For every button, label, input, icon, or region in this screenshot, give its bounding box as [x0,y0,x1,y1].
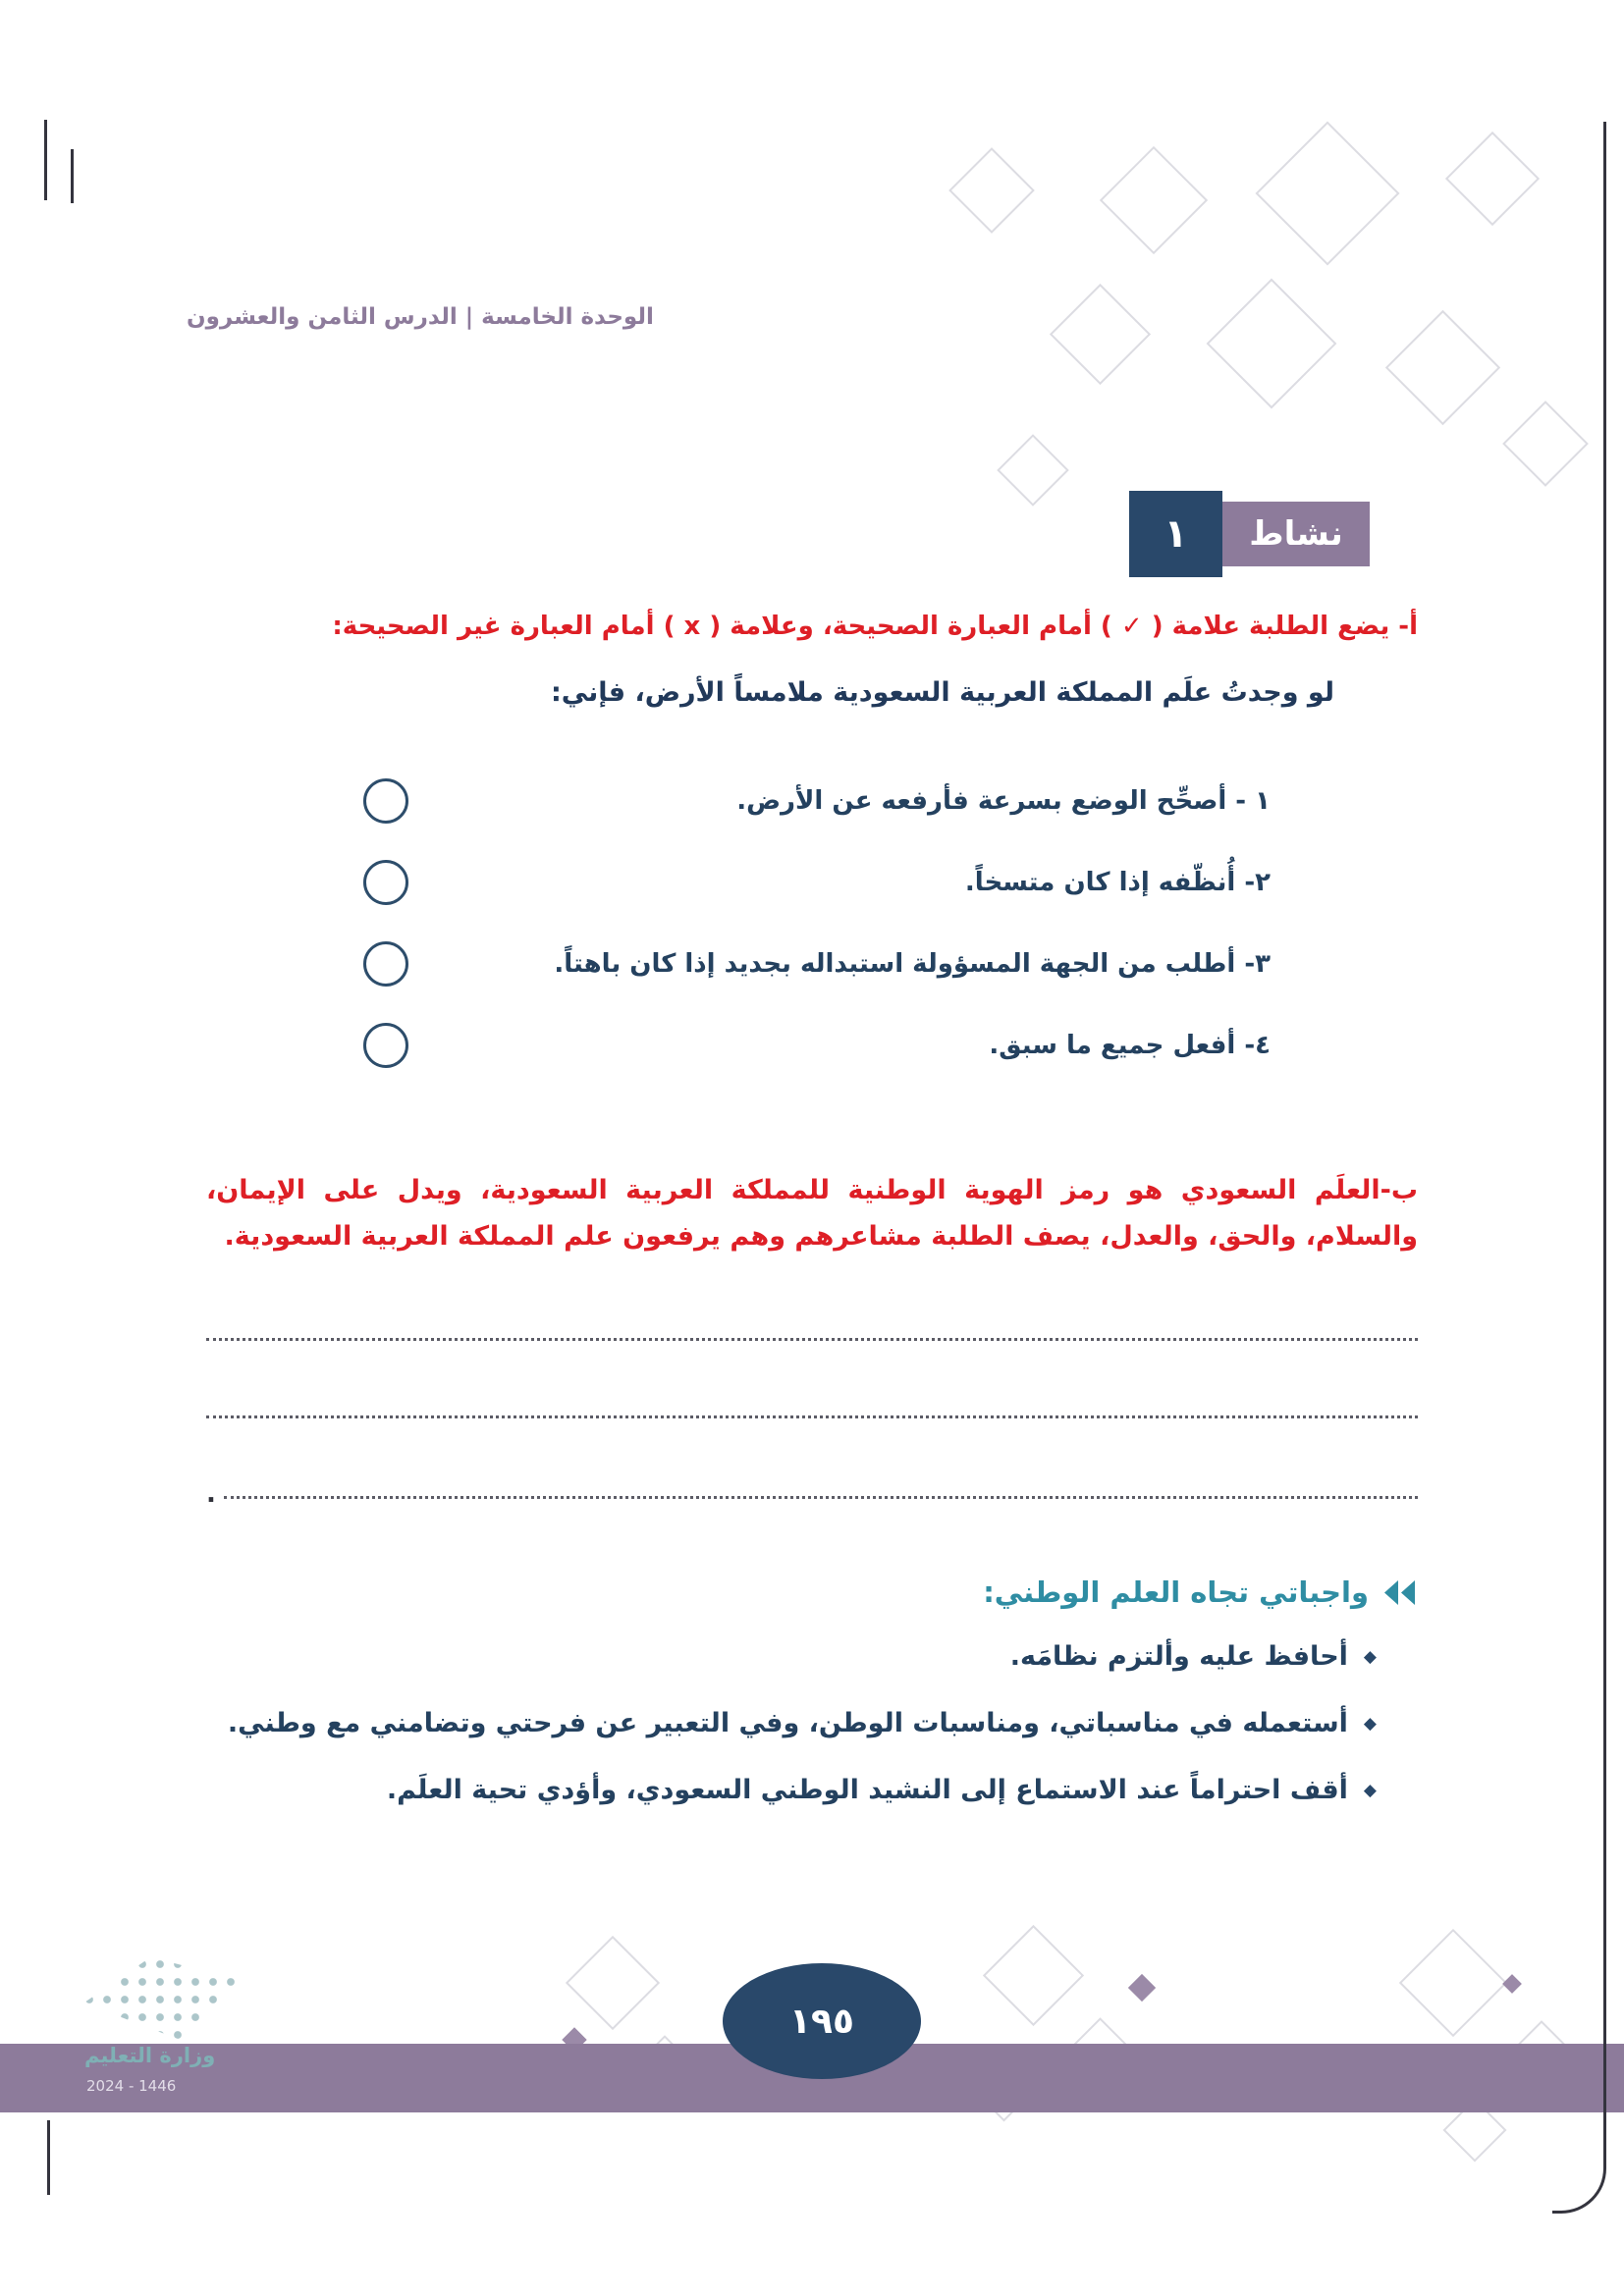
deco-diamond [1207,279,1337,409]
statement-text: ٤- أفعل جميع ما سبق. [989,1031,1271,1060]
section-b-text: ب-العلَم السعودي هو رمز الهوية الوطنية للمملكة العربية السعودية، ويدل على الإيمان، والسلام، والحق، والعدل، يصف الطلبة مشاعرهم وهم يرفعون علم المملكة العربية السعودية. [206,1175,1418,1252]
duty-text: أقف احتراماً عند الاستماع إلى النشيد الوطني السعودي، وأؤدي تحية العلَم. [386,1775,1348,1805]
page-frame-line [47,2120,50,2195]
deco-diamond [1255,121,1399,265]
deco-diamond [1050,284,1151,385]
activity-badge [1129,491,1370,577]
statement-row [206,770,1271,832]
unit-lesson-header: الوحدة الخامسة | الدرس الثامن والعشرون [187,304,654,330]
answer-circle[interactable] [363,1023,408,1068]
answer-line[interactable] [206,1479,1418,1509]
deco-diamond [1385,310,1500,425]
deco-diamond [1100,146,1208,254]
answer-line[interactable] [206,1334,1418,1341]
page-frame-line [1552,122,1606,2214]
statement-text: ١ - أصحِّح الوضع بسرعة فأرفعه عن الأرض. [736,786,1271,816]
deco-diamond [1399,1929,1507,2037]
activity-label: نشاط [1222,502,1370,566]
duty-text: أستعمله في مناسباتي، ومناسبات الوطن، وفي التعبير عن فرحتي وتضامني مع وطني. [227,1708,1348,1738]
deco-diamond [1445,132,1540,226]
page-frame-line [71,149,74,203]
statement-row [206,1014,1271,1077]
answer-line[interactable] [206,1412,1418,1418]
main-content [206,607,1418,1809]
section-a-heading: أ- يضع الطلبة علامة ( ✓ ) أمام العبارة الصحيحة، وعلامة ( x ) أمام العبارة غير الصحيحة: [332,612,1418,641]
statement-list [206,770,1271,1077]
statement-text: ٢- أُنظّفه إذا كان متسخاً. [964,868,1271,897]
deco-diamond [566,1936,660,2030]
page-number: ١٩٥ [789,2001,854,2042]
ministry-of-education-logo [81,1955,247,2042]
double-chevron-left-icon [1382,1579,1418,1606]
deco-diamond [1128,1974,1156,2002]
answer-circle[interactable] [363,778,408,824]
duty-item [206,1638,1377,1676]
statement-row [206,851,1271,914]
answer-circle[interactable] [363,860,408,905]
page-frame-line [44,120,47,200]
statement-row [206,933,1271,995]
deco-diamond [1502,1974,1522,1994]
duty-item [206,1705,1377,1742]
footer-year: 2024 - 1446 [86,2077,177,2095]
answer-lines [206,1334,1418,1509]
statement-text: ٣- أطلب من الجهة المسؤولة استبداله بجديد إذا كان باهتاً. [554,949,1271,979]
section-a-intro: لو وجدتُ علَم المملكة العربية السعودية ملامساً الأرض، فإني: [550,677,1334,708]
deco-diamond [997,434,1069,507]
diamond-bullet-icon: ◆ [1363,1781,1377,1800]
duty-item [206,1772,1377,1809]
activity-number: ١ [1129,491,1222,577]
deco-diamond [983,1925,1084,2026]
answer-circle[interactable] [363,941,408,987]
page-number-badge [723,1963,921,2079]
duties-heading [206,1575,1418,1609]
duties-heading-text: واجباتي تجاه العلم الوطني: [983,1575,1369,1609]
diamond-bullet-icon: ◆ [1363,1647,1377,1667]
ministry-wordmark: وزارة التعليم [84,2044,216,2067]
deco-diamond [948,147,1035,234]
answer-end-mark: . [206,1479,216,1509]
diamond-bullet-icon: ◆ [1363,1714,1377,1734]
duty-text: أحافظ عليه وألتزم نظامَه. [1009,1641,1348,1672]
